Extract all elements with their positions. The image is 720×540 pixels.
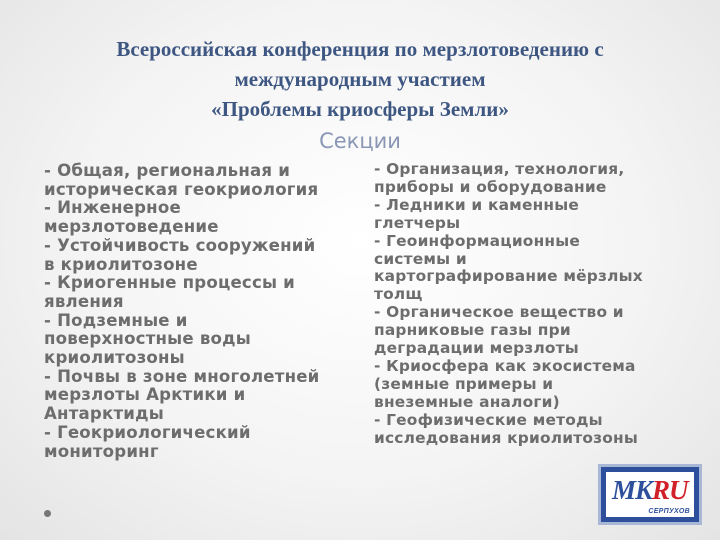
right-line: - Ледники и каменные	[374, 195, 580, 214]
logo-mk: MK	[612, 475, 653, 505]
right-line: глетчеры	[374, 213, 461, 232]
slide-title	[20, 34, 700, 124]
right-line: приборы и оборудование	[374, 177, 607, 196]
left-line: - Устойчивость сооружений	[44, 235, 316, 255]
right-line: толщ	[374, 285, 423, 304]
sections-right-column	[374, 161, 643, 448]
left-line: историческая геокриология	[44, 179, 319, 199]
right-line: исследования криолитозоны	[374, 428, 638, 447]
right-line: внеземные аналоги)	[374, 392, 560, 411]
left-line: в криолитозоне	[44, 254, 198, 274]
right-line: - Организация, технология,	[374, 160, 625, 178]
left-line: поверхностные воды	[44, 329, 251, 349]
right-line: - Органическое вещество и	[374, 303, 624, 322]
logo-city: СЕРПУХОВ	[648, 508, 690, 515]
right-line: - Геоинформационные	[374, 231, 580, 250]
mkru-logo	[598, 464, 702, 525]
slide-subtitle: Секции	[319, 129, 401, 153]
left-line: криолитозоны	[44, 348, 185, 368]
logo-wordmark	[612, 474, 688, 506]
right-line: - Криосфера как экосистема	[374, 356, 636, 375]
title-line-3: «Проблемы криосферы Земли»	[211, 97, 509, 121]
left-line: явления	[44, 291, 124, 311]
left-line: - Инженерное	[44, 198, 181, 218]
left-line: - Геокриологический	[44, 422, 251, 442]
left-line: - Криогенные процессы и	[44, 273, 296, 293]
right-line: системы и	[374, 249, 467, 268]
right-line: картографирование мёрзлых	[374, 267, 643, 286]
right-line: - Геофизические методы	[374, 410, 603, 429]
logo-panel	[606, 472, 694, 517]
right-line: парниковые газы при	[374, 321, 571, 340]
left-line: - Общая, региональная и	[44, 161, 291, 180]
sections-left-column	[44, 162, 320, 461]
left-line: - Подземные и	[44, 310, 188, 330]
title-line-2: международным участием	[234, 67, 486, 91]
title-line-1: Всероссийская конференция по мерзлотоведению с	[116, 37, 604, 61]
left-line: - Почвы в зоне многолетней	[44, 366, 320, 386]
empty-bullet-icon	[44, 510, 51, 517]
left-line: мерзлотоведение	[44, 217, 219, 237]
left-line: мерзлоты Арктики и	[44, 385, 246, 405]
logo-ru: RU	[652, 475, 688, 505]
left-line: Антарктиды	[44, 404, 164, 424]
left-line: мониторинг	[44, 441, 159, 461]
right-line: деградации мерзлоты	[374, 339, 579, 358]
right-line: (земные примеры и	[374, 374, 554, 393]
